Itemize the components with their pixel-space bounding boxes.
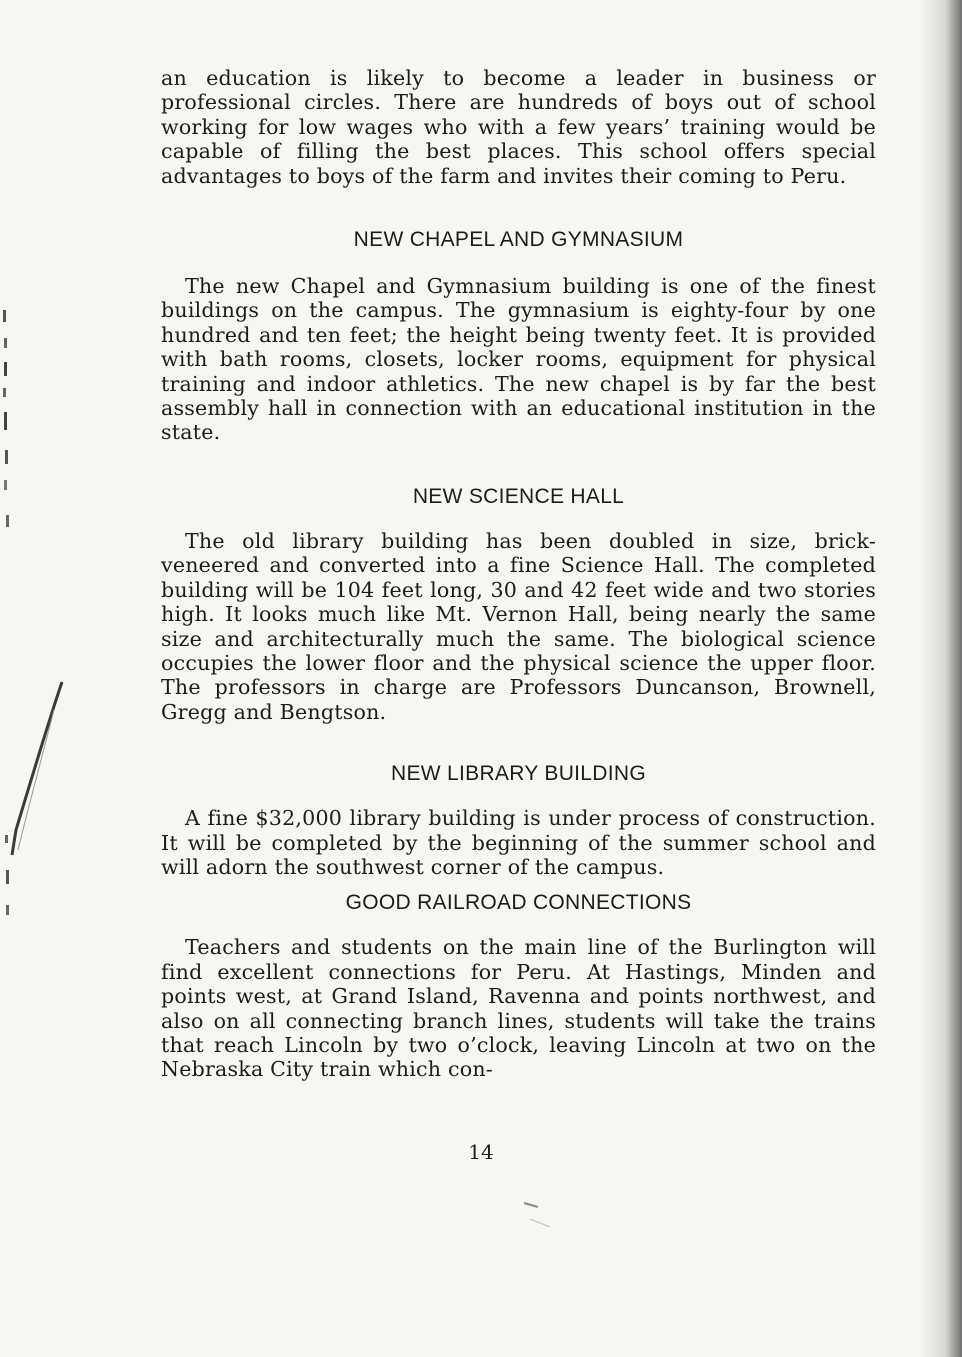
heading-science-hall: NEW SCIENCE HALL <box>412 484 625 508</box>
intro-paragraph: an education is likely to become a leader in business or professional circles. There are hundreds of boys out of school working for low wages who with a few years’ training would be capable of filling the best places. This school offers special advantages to boys of the farm and invites their coming to Peru. <box>161 66 876 188</box>
heading-chapel-gymnasium: NEW CHAPEL AND GYMNASIUM <box>353 228 684 252</box>
scan-scratch-mark <box>4 680 64 870</box>
page-number: 14 <box>468 1140 494 1164</box>
paragraph-science-hall: The old library building has been doubled in size, brick-veneered and converted into a fine Science Hall. The completed building will be 104 feet long, 30 and 42 feet wide and two stories high. It looks much like Mt. Vernon Hall, being nearly the same size and architecturally much the same. The biological science occupies the lower floor and the physical science the upper floor. The professors in charge are Professors Duncanson, Brownell, Gregg and Bengtson. <box>161 528 876 724</box>
scan-smudge <box>520 1195 560 1235</box>
paragraph-library-building: A fine $32,000 library building is under process of construction. It will be completed by the beginning of the summer school and will adorn the southwest corner of the campus. <box>161 806 876 879</box>
paragraph-railroad-connections: Teachers and students on the main line of the Burlington will find excellent connections for Peru. At Hastings, Minden and points west, at Grand Island, Ravenna and points northwest, and also on all connecting branch lines, students will take the trains that reach Lincoln by two o’clock, leaving Lincoln at two on the Nebraska City train which con- <box>161 935 876 1082</box>
heading-library-building: NEW LIBRARY BUILDING <box>391 762 646 786</box>
page-content <box>161 66 876 1082</box>
page-edge-shadow <box>920 0 962 1357</box>
paragraph-chapel-gymnasium: The new Chapel and Gymnasium building is one of the finest buildings on the campus. The gymnasium is eighty-four by one hundred and ten feet; the height being twenty feet. It is provided with bath rooms, closets, locker rooms, equipment for physical training and indoor athletics. The new chapel is by far the best assembly hall in connection with an educational institution in the state. <box>161 274 876 445</box>
heading-railroad-connections: GOOD RAILROAD CONNECTIONS <box>345 891 692 915</box>
